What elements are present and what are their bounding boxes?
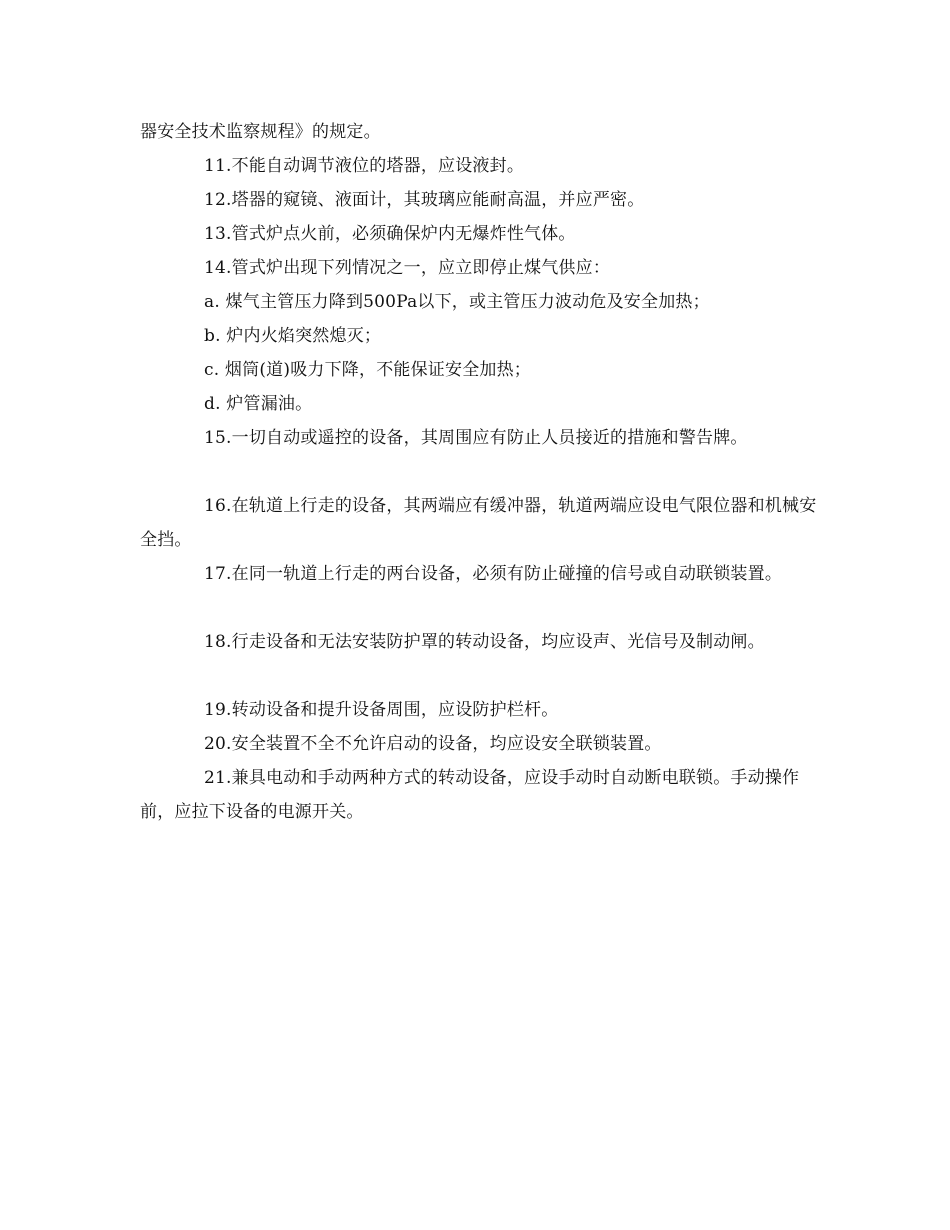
paragraph: 12.塔器的窥镜、液面计，其玻璃应能耐高温，并应严密。 bbox=[204, 190, 645, 210]
paragraph-spacer bbox=[140, 455, 830, 489]
paragraph: 17.在同一轨道上行走的两台设备，必须有防止碰撞的信号或自动联锁装置。 bbox=[204, 564, 783, 584]
document-body bbox=[140, 115, 830, 829]
paragraph: 器安全技术监察规程》的规定。 bbox=[140, 122, 381, 142]
paragraph-spacer bbox=[140, 591, 830, 625]
paragraph: 13.管式炉点火前，必须确保炉内无爆炸性气体。 bbox=[204, 224, 576, 244]
paragraph: c. 烟筒(道)吸力下降，不能保证安全加热； bbox=[204, 360, 531, 380]
paragraph: d. 炉管漏油。 bbox=[204, 394, 313, 414]
paragraph: 21.兼具电动和手动两种方式的转动设备，应设手动时自动断电联锁。手动操作前，应拉下设备的电源开关。 bbox=[140, 768, 800, 822]
paragraph: 11.不能自动调节液位的塔器，应设液封。 bbox=[204, 156, 525, 176]
paragraph: 15.一切自动或遥控的设备，其周围应有防止人员接近的措施和警告牌。 bbox=[204, 428, 748, 448]
paragraph-spacer bbox=[140, 659, 830, 693]
paragraph: a. 煤气主管压力降到500Pa以下，或主管压力波动危及安全加热； bbox=[204, 292, 710, 312]
paragraph: 14.管式炉出现下列情况之一，应立即停止煤气供应： bbox=[204, 258, 611, 278]
paragraph: 16.在轨道上行走的设备，其两端应有缓冲器，轨道两端应设电气限位器和机械安全挡。 bbox=[140, 496, 817, 550]
paragraph: 18.行走设备和无法安装防护罩的转动设备，均应设声、光信号及制动闸。 bbox=[204, 632, 765, 652]
paragraph: b. 炉内火焰突然熄灭； bbox=[204, 326, 382, 346]
paragraph: 20.安全装置不全不允许启动的设备，均应设安全联锁装置。 bbox=[204, 734, 662, 754]
paragraph: 19.转动设备和提升设备周围，应设防护栏杆。 bbox=[204, 700, 559, 720]
